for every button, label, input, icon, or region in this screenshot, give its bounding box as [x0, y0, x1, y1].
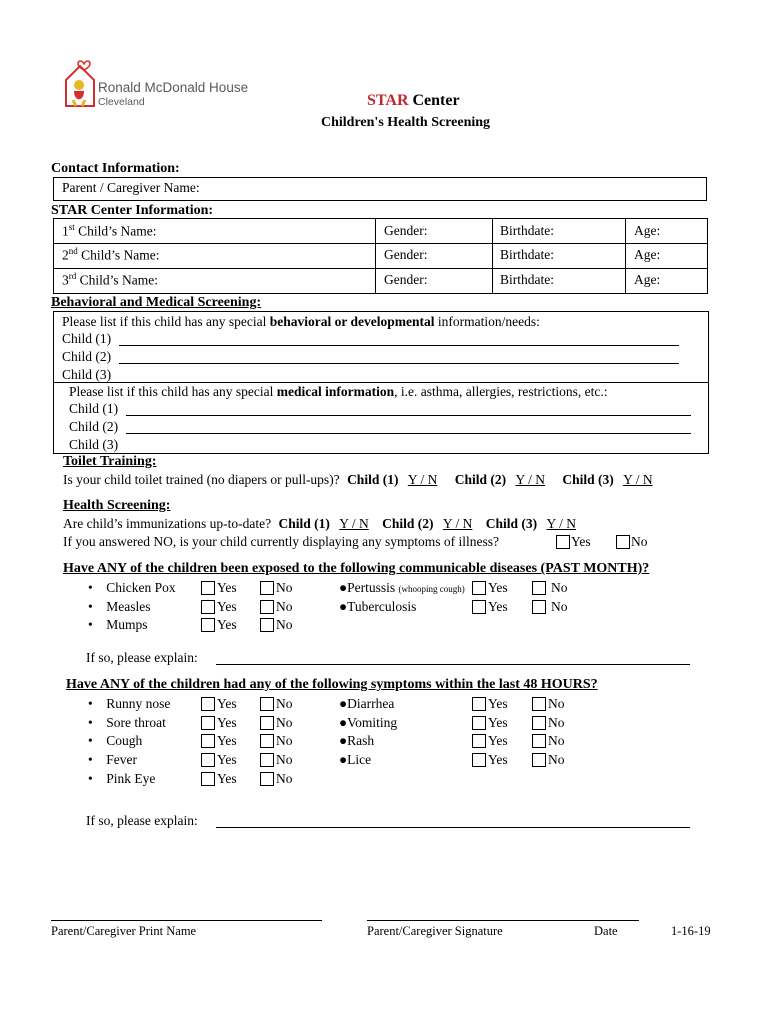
fever-yes-label: Yes — [217, 752, 237, 767]
mumps-yes-label: Yes — [217, 617, 237, 632]
cough-no-checkbox[interactable] — [260, 734, 274, 748]
medical-child2-label: Child (2) — [69, 419, 119, 434]
cough-no-label: No — [276, 733, 293, 748]
toilet-question: Is your child toilet trained (no diapers or pull-ups)? Child (1) Y / N Child (2) Y / N Child (3) Y / N — [63, 472, 653, 487]
rash-no-label: No — [548, 733, 565, 748]
symptom-pink-eye: • Pink Eye — [88, 771, 156, 786]
immunization-child3-yn[interactable]: Y / N — [546, 516, 576, 531]
chicken-pox-yes-label: Yes — [217, 580, 237, 595]
vomiting-yes-label: Yes — [488, 715, 508, 730]
signature-label: Parent/Caregiver Signature — [367, 924, 503, 938]
medical-child1-label: Child (1) — [69, 401, 119, 416]
symptom-sore-throat: • Sore throat — [88, 715, 166, 730]
chicken-pox-yes-checkbox[interactable] — [201, 581, 215, 595]
chicken-pox-no-checkbox[interactable] — [260, 581, 274, 595]
parent-name-field[interactable]: Parent / Caregiver Name: — [62, 180, 200, 195]
tuberculosis-yes-label: Yes — [488, 599, 508, 614]
print-name-line[interactable] — [51, 920, 322, 921]
version-date: 1-16-19 — [671, 924, 711, 938]
sore-throat-yes-label: Yes — [217, 715, 237, 730]
lice-yes-label: Yes — [488, 752, 508, 767]
page-title — [367, 92, 460, 110]
contact-heading: Contact Information: — [51, 161, 180, 176]
child1-birthdate-cell[interactable]: Birthdate: — [500, 223, 554, 238]
symptom-fever: • Fever — [88, 752, 137, 767]
disease-mumps: • Mumps — [88, 617, 148, 632]
behavioral-child3-label: Child (3) — [62, 367, 112, 382]
runny-nose-yes-checkbox[interactable] — [201, 697, 215, 711]
child3-age-cell[interactable]: Age: — [634, 272, 661, 287]
pink-eye-no-label: No — [276, 771, 293, 786]
behavioral-child2-label: Child (2) — [62, 349, 112, 364]
title-center: Center — [412, 92, 460, 109]
vomiting-no-checkbox[interactable] — [532, 716, 546, 730]
child2-name-cell[interactable]: 2nd Child’s Name: — [62, 246, 160, 263]
logo-title: Ronald McDonald House — [98, 80, 249, 95]
diarrhea-yes-label: Yes — [488, 696, 508, 711]
symptoms-heading: Have ANY of the children had any of the following symptoms within the last 48 HOURS? — [66, 677, 598, 692]
toilet-child1-yn[interactable]: Y / N — [407, 472, 438, 487]
measles-no-label: No — [276, 599, 293, 614]
cough-yes-checkbox[interactable] — [201, 734, 215, 748]
symptom-yes-label: Yes — [571, 534, 591, 549]
cough-yes-label: Yes — [217, 733, 237, 748]
rash-no-checkbox[interactable] — [532, 734, 546, 748]
behavioral-child1-line[interactable] — [119, 345, 679, 346]
medical-child3-label: Child (3) — [69, 437, 119, 452]
symptom-rash: ●Rash — [339, 733, 375, 748]
child1-age-cell[interactable]: Age: — [634, 223, 661, 238]
runny-nose-no-checkbox[interactable] — [260, 697, 274, 711]
measles-yes-checkbox[interactable] — [201, 600, 215, 614]
symptom-cough: • Cough — [88, 733, 143, 748]
runny-nose-yes-label: Yes — [217, 696, 237, 711]
medical-prompt: Please list if this child has any special medical information, i.e. asthma, allergies, restrictions, etc.: — [69, 384, 608, 399]
diarrhea-yes-checkbox[interactable] — [472, 697, 486, 711]
disease-tuberculosis: ●Tuberculosis — [339, 599, 417, 614]
lice-no-label: No — [548, 752, 565, 767]
child1-name-cell[interactable]: 1st Child’s Name: — [62, 222, 157, 239]
rash-yes-label: Yes — [488, 733, 508, 748]
date-label: Date — [594, 924, 618, 938]
behavioral-child2-line[interactable] — [119, 363, 679, 364]
mumps-no-checkbox[interactable] — [260, 618, 274, 632]
rash-yes-checkbox[interactable] — [472, 734, 486, 748]
tuberculosis-no-label: No — [551, 599, 568, 614]
chicken-pox-no-label: No — [276, 580, 293, 595]
child3-name-cell[interactable]: 3rd Child’s Name: — [62, 271, 158, 288]
diseases-heading: Have ANY of the children been exposed to the following communicable diseases (PAST MONTH)? — [63, 561, 650, 576]
signature-line[interactable] — [367, 920, 639, 921]
toilet-child2-yn[interactable]: Y / N — [515, 472, 545, 487]
pertussis-no-label: No — [551, 580, 568, 595]
fever-yes-checkbox[interactable] — [201, 753, 215, 767]
child2-age-cell[interactable]: Age: — [634, 247, 661, 262]
fever-no-checkbox[interactable] — [260, 753, 274, 767]
vomiting-yes-checkbox[interactable] — [472, 716, 486, 730]
sore-throat-no-label: No — [276, 715, 293, 730]
page-subtitle: Children's Health Screening — [321, 115, 491, 130]
disease-pertussis: ●Pertussis (whooping cough) — [339, 580, 465, 595]
toilet-heading: Toilet Training: — [63, 454, 157, 469]
pink-eye-yes-checkbox[interactable] — [201, 772, 215, 786]
symptom-lice: ●Lice — [339, 752, 372, 767]
disease-chicken-pox: • Chicken Pox — [88, 580, 176, 595]
title-star: STAR — [367, 92, 409, 109]
pertussis-yes-checkbox[interactable] — [472, 581, 486, 595]
symptom-no-label: No — [631, 534, 648, 549]
vomiting-no-label: No — [548, 715, 565, 730]
logo — [62, 58, 272, 112]
toilet-child3-yn[interactable]: Y / N — [623, 472, 653, 487]
symptoms-explain-line[interactable] — [216, 827, 690, 828]
child3-gender-cell[interactable]: Gender: — [384, 272, 428, 287]
lice-no-checkbox[interactable] — [532, 753, 546, 767]
sore-throat-yes-checkbox[interactable] — [201, 716, 215, 730]
runny-nose-no-label: No — [276, 696, 293, 711]
measles-yes-label: Yes — [217, 599, 237, 614]
measles-no-checkbox[interactable] — [260, 600, 274, 614]
symptom-no-checkbox[interactable] — [616, 535, 630, 549]
child2-gender-cell[interactable]: Gender: — [384, 247, 428, 262]
immunization-question: Are child’s immunizations up-to-date? Child (1) Y / N Child (2) Y / N Child (3) Y / N — [63, 516, 576, 531]
diseases-explain-label: If so, please explain: — [86, 650, 198, 665]
star-info-heading: STAR Center Information: — [51, 203, 214, 218]
immunization-child1-yn[interactable]: Y / N — [339, 516, 369, 531]
sore-throat-no-checkbox[interactable] — [260, 716, 274, 730]
diarrhea-no-checkbox[interactable] — [532, 697, 546, 711]
medical-child1-line[interactable] — [126, 415, 691, 416]
pertussis-no-checkbox[interactable] — [532, 581, 546, 595]
print-name-label: Parent/Caregiver Print Name — [51, 924, 197, 938]
tuberculosis-yes-checkbox[interactable] — [472, 600, 486, 614]
symptom-question: If you answered NO, is your child currently displaying any symptoms of illness? — [63, 534, 500, 549]
mumps-no-label: No — [276, 617, 293, 632]
lice-yes-checkbox[interactable] — [472, 753, 486, 767]
symptom-yes-checkbox[interactable] — [556, 535, 570, 549]
pink-eye-yes-label: Yes — [217, 771, 237, 786]
symptom-runny-nose: • Runny nose — [88, 696, 171, 711]
symptoms-explain-label: If so, please explain: — [86, 813, 198, 828]
diseases-explain-line[interactable] — [216, 664, 690, 665]
medical-child2-line[interactable] — [126, 433, 691, 434]
house-logo-icon — [62, 58, 98, 108]
tuberculosis-no-checkbox[interactable] — [532, 600, 546, 614]
logo-subtitle: Cleveland — [98, 96, 145, 108]
child2-birthdate-cell[interactable]: Birthdate: — [500, 247, 554, 262]
fever-no-label: No — [276, 752, 293, 767]
mumps-yes-checkbox[interactable] — [201, 618, 215, 632]
immunization-child2-yn[interactable]: Y / N — [442, 516, 473, 531]
diarrhea-no-label: No — [548, 696, 565, 711]
disease-measles: • Measles — [88, 599, 151, 614]
symptom-diarrhea: ●Diarrhea — [339, 696, 395, 711]
health-heading: Health Screening: — [63, 498, 171, 513]
behavioral-prompt: Please list if this child has any special behavioral or developmental information/needs: — [62, 314, 540, 329]
child3-birthdate-cell[interactable]: Birthdate: — [500, 272, 554, 287]
pink-eye-no-checkbox[interactable] — [260, 772, 274, 786]
symptom-vomiting: ●Vomiting — [339, 715, 398, 730]
behavioral-child1-label: Child (1) — [62, 331, 112, 346]
behavioral-heading: Behavioral and Medical Screening: — [51, 295, 262, 310]
pertussis-yes-label: Yes — [488, 580, 508, 595]
child1-gender-cell[interactable]: Gender: — [384, 223, 428, 238]
